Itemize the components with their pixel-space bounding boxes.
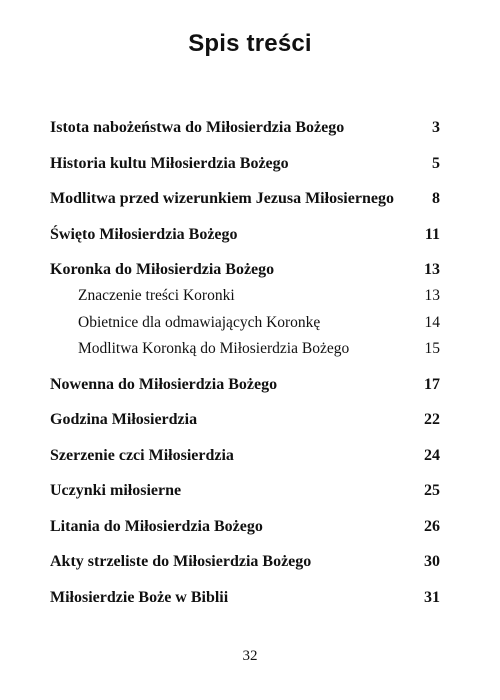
toc-entry-page: 22 — [424, 411, 440, 428]
toc-entry-title: Szerzenie czci Miłosierdzia — [50, 446, 234, 464]
toc-entry-title: Historia kultu Miłosierdzia Bożego — [50, 154, 289, 172]
toc-entry-title: Koronka do Miłosierdzia Bożego — [50, 261, 275, 278]
page-number: 32 — [242, 648, 258, 664]
toc-entry-title: Miłosierdzie Boże w Biblii — [50, 588, 229, 606]
toc-entry-page: 14 — [424, 313, 440, 331]
toc-entry — [50, 408, 440, 432]
toc-entry-title: Akty strzeliste do Miłosierdzia Bożego — [50, 553, 312, 570]
table-of-contents — [50, 116, 440, 610]
page-title: Spis treści — [188, 30, 312, 57]
toc-entry-page: 30 — [424, 553, 440, 570]
toc-entry-title: Święto Miłosierdzia Bożego — [50, 225, 238, 243]
toc-subentry — [50, 311, 440, 335]
toc-entry-page: 17 — [424, 375, 440, 393]
toc-entry-page: 26 — [424, 517, 440, 535]
toc-entry-page: 13 — [424, 287, 440, 304]
toc-entry-title: Modlitwa przed wizerunkiem Jezusa Miłosiernego — [50, 190, 394, 207]
toc-entry-page: 5 — [432, 154, 440, 172]
toc-entry-page: 24 — [424, 446, 440, 464]
toc-entry — [50, 223, 440, 247]
toc-entry — [50, 444, 440, 468]
toc-entry — [50, 187, 440, 211]
toc-entry-page: 13 — [424, 261, 440, 278]
toc-entry-page: 3 — [432, 119, 440, 136]
toc-entry-title: Uczynki miłosierne — [50, 482, 182, 499]
toc-subentry — [50, 284, 440, 308]
toc-entry-page: 25 — [424, 482, 440, 499]
toc-entry-page: 31 — [424, 588, 440, 606]
toc-subentry — [50, 337, 440, 361]
toc-entry-page: 15 — [424, 340, 440, 357]
toc-entry — [50, 479, 440, 503]
toc-entry — [50, 515, 440, 539]
toc-entry-title: Obietnice dla odmawiających Koronkę — [78, 313, 321, 331]
toc-entry-title: Godzina Miłosierdzia — [50, 411, 198, 428]
toc-entry-page: 8 — [432, 190, 440, 207]
toc-entry — [50, 586, 440, 610]
toc-entry — [50, 550, 440, 574]
toc-entry — [50, 152, 440, 176]
toc-entry-title: Litania do Miłosierdzia Bożego — [50, 517, 263, 535]
toc-entry-page: 11 — [424, 225, 440, 243]
toc-entry — [50, 258, 440, 282]
toc-entry-title: Modlitwa Koronką do Miłosierdzia Bożego — [78, 340, 350, 357]
toc-entry-title: Znaczenie treści Koronki — [78, 287, 235, 304]
toc-entry — [50, 373, 440, 397]
toc-entry — [50, 116, 440, 140]
toc-entry-title: Nowenna do Miłosierdzia Bożego — [50, 375, 278, 393]
toc-entry-title: Istota nabożeństwa do Miłosierdzia Bożego — [50, 119, 345, 136]
